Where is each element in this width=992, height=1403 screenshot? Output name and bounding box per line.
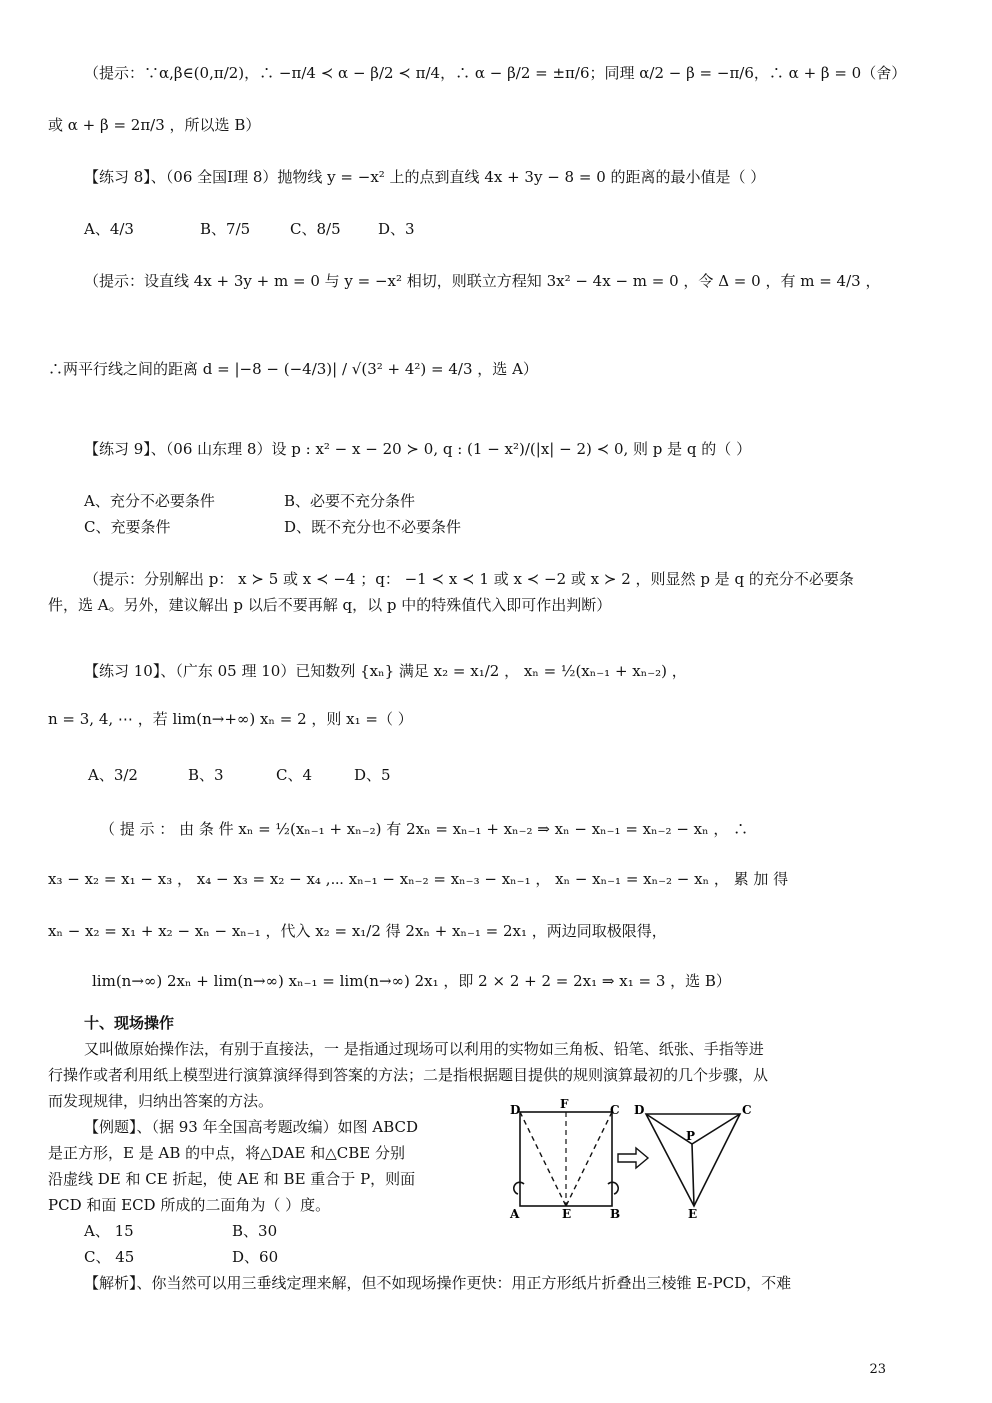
example-option-d: D、60 [232,1248,279,1266]
ex9-question: 【练习 9】、（06 山东理 8）设 p : x² − x − 20 ≻ 0, q : (1 − x²)/(|x| − 2) ≺ 0, 则 p 是 q 的（ ） [84,440,752,458]
hint-top-line1: （提示：∵α,β∈(0,π/2)，∴ −π/4 ≺ α − β/2 ≺ π/4，∴ α − β/2 = ±π/6；同理 α/2 − β = −π/6，∴ α + β = 0（舍） [84,64,907,82]
ex10-option-c: C、4 [276,766,313,784]
label-b: B [610,1207,621,1221]
ex10-hint-line1: （ 提 示 ： 由 条 件 xₙ = ½(xₙ₋₁ + xₙ₋₂) 有 2xₙ = xₙ₋₁ + xₙ₋₂ ⇒ xₙ − xₙ₋₁ = xₙ₋₂ − xₙ ， ∴ [100,820,749,838]
example-option-b: B、30 [232,1222,278,1240]
ex10-hint-line3: xₙ − x₂ = x₁ + x₂ − xₙ − xₙ₋₁ ，代入 x₂ = x₁/2 得 2xₙ + xₙ₋₁ = 2x₁ ，两边同取极限得， [48,922,667,940]
folding-figure [500,1096,762,1222]
ex8-option-a: A、4/3 [84,220,134,238]
ex10-option-b: B、3 [188,766,224,784]
section-para-line1: 又叫做原始操作法，有别于直接法，一 是指通过现场可以利用的实物如三角板、铅笔、纸张、手指等进 [84,1040,764,1058]
ex9-hint-line2: 件，选 A。另外，建议解出 p 以后不要再解 q，以 p 中的特殊值代入即可作出判断） [48,596,612,614]
example-option-c: C、 45 [84,1248,135,1266]
section-para-line2: 行操作或者利用纸上模型进行演算演绎得到答案的方法；二是指根据题目提供的规则演算最初的几个步骤，从 [48,1066,769,1084]
ex9-option-a: A、充分不必要条件 [84,492,215,510]
hint-top-line2: 或 α + β = 2π/3 ，所以选 B） [48,116,261,134]
example-line2: 是正方形，E 是 AB 的中点，将△DAE 和△CBE 分别 [48,1144,405,1162]
transform-arrow [618,1148,648,1168]
ex9-option-b: B、必要不充分条件 [284,492,416,510]
label-a: A [510,1207,520,1221]
ex8-option-d: D、3 [378,220,415,238]
label-p: P [686,1129,696,1143]
ex10-option-a: A、3/2 [88,766,138,784]
ex9-hint-line1: （提示：分别解出 p： x ≻ 5 或 x ≺ −4 ；q： −1 ≺ x ≺ 1 或 x ≺ −2 或 x ≻ 2 ，则显然 p 是 q 的充分不必要条 [84,570,854,588]
example-analysis: 【解析】、你当然可以用三垂线定理来解，但不如现场操作更快：用正方形纸片折叠出三棱锥 E-PCD，不难 [84,1274,792,1292]
fold-arrow-left [514,1182,524,1194]
fold-arrow-right [608,1182,618,1194]
ex8-question: 【练习 8】、（06 全国Ⅰ理 8）抛物线 y = −x² 上的点到直线 4x + 3y − 8 = 0 的距离的最小值是（ ） [84,168,766,186]
example-option-a: A、 15 [84,1222,134,1240]
label-c-right: C [742,1103,752,1117]
section-title: 十、现场操作 [84,1014,175,1032]
fold-line-de [520,1112,566,1206]
label-d-right: D [634,1103,645,1117]
section-para-line3: 而发现规律，归纳出答案的方法。 [48,1092,274,1110]
ex10-hint-line4: lim(n→∞) 2xₙ + lim(n→∞) xₙ₋₁ = lim(n→∞) 2x₁ ，即 2 × 2 + 2 = 2x₁ ⇒ x₁ = 3 ，选 B） [92,972,731,990]
page-number: 23 [869,1362,886,1377]
example-line1: 【例题】、（据 93 年全国高考题改编）如图 ABCD [84,1118,419,1136]
label-e-left: E [562,1207,572,1221]
ex10-hint-line2: x₃ − x₂ = x₁ − x₃ ， x₄ − x₃ = x₂ − x₄ ,⋯ xₙ₋₁ − xₙ₋₂ = xₙ₋₃ − xₙ₋₁ ， xₙ − xₙ₋₁ = xₙ₋₂ − xₙ ， 累 加 得 [48,870,789,888]
label-d-left: D [510,1103,521,1117]
ex10-question-line2: n = 3, 4, ⋯ ，若 lim(n→+∞) xₙ = 2 ，则 x₁ =（ ） [48,710,413,728]
example-line3: 沿虚线 DE 和 CE 折起，使 AE 和 BE 重合于 P，则面 [48,1170,416,1188]
ex9-option-c: C、充要条件 [84,518,171,536]
label-c-left: C [610,1103,620,1117]
ex8-option-b: B、7/5 [200,220,251,238]
ex8-option-c: C、8/5 [290,220,341,238]
ex9-option-d: D、既不充分也不必要条件 [284,518,462,536]
ex10-question-line1: 【练习 10】、（广东 05 理 10）已知数列 {xₙ} 满足 x₂ = x₁/2 ， xₙ = ½(xₙ₋₁ + xₙ₋₂) ， [84,662,687,680]
fold-line-ce [566,1112,612,1206]
label-f: F [560,1097,569,1111]
ex8-hint-line1: （提示：设直线 4x + 3y + m = 0 与 y = −x² 相切，则联立方程知 3x² − 4x − m = 0 ，令 Δ = 0 ，有 m = 4/3 ， [84,272,881,290]
example-line4: PCD 和面 ECD 所成的二面角为（ ）度。 [48,1196,331,1214]
ex10-option-d: D、5 [354,766,391,784]
label-e-right: E [688,1207,698,1221]
ex8-hint-line2: ∴两平行线之间的距离 d = |−8 − (−4/3)| / √(3² + 4²) = 4/3 ，选 A） [48,360,538,378]
pyramid-edge-pe [692,1144,694,1206]
